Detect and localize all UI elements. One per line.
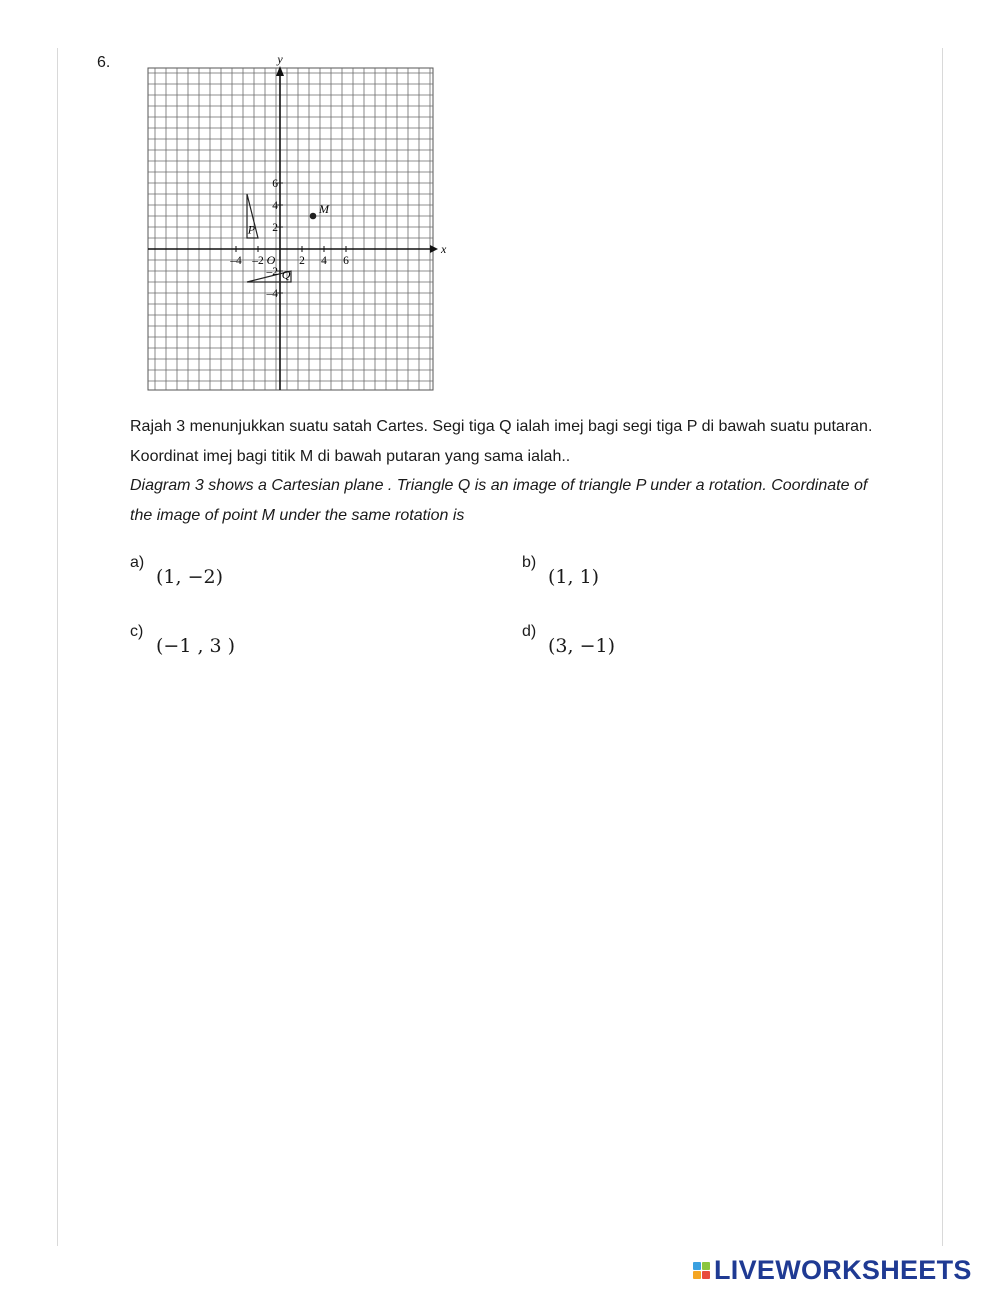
- triangle-q-label: Q: [281, 267, 291, 282]
- option-b-label: b): [522, 554, 537, 571]
- x-tick-label: 4: [321, 255, 327, 267]
- question-text-en-line-2: the image of point M under the same rotation is: [130, 506, 465, 524]
- logo-text: LIVEWORKSHEETS: [714, 1254, 972, 1285]
- question-text-ms-line-2: Koordinat imej bagi titik M di bawah putaran yang sama ialah..: [130, 447, 571, 465]
- y-axis-label: y: [277, 52, 283, 66]
- liveworksheets-logo[interactable]: [693, 1255, 972, 1285]
- option-a-value: (1, −2): [156, 566, 224, 588]
- triangle-p-label: P: [247, 222, 256, 237]
- point-m: [310, 213, 317, 220]
- origin-label: O: [266, 253, 276, 267]
- cartesian-diagram: [130, 48, 450, 396]
- point-m-label: M: [319, 202, 329, 216]
- option-c-label: c): [130, 623, 144, 640]
- option-b-value: (1, 1): [548, 566, 600, 588]
- option-a-label: a): [130, 554, 145, 571]
- x-axis-arrow-icon: [430, 245, 438, 253]
- question-text-en-line-1: Diagram 3 shows a Cartesian plane . Triangle Q is an image of triangle P under a rotation. Coordinate of: [130, 477, 868, 494]
- grid-frame: [148, 68, 433, 390]
- cartesian-plane-svg: [130, 48, 450, 396]
- option-d-label: d): [522, 623, 537, 640]
- x-tick-label: 6: [343, 255, 349, 267]
- option-d-value: (3, −1): [548, 635, 616, 657]
- y-tick-label: 6: [272, 178, 278, 190]
- question-number: 6.: [97, 54, 111, 71]
- y-tick-label: 4: [272, 200, 278, 212]
- option-c-value: (−1 , 3 ): [156, 635, 236, 657]
- x-tick-label: –2: [252, 255, 264, 267]
- x-tick-label: –4: [230, 255, 242, 267]
- y-tick-label: 2: [272, 222, 278, 234]
- page-border-right: [942, 48, 943, 1246]
- page-border-left: [57, 48, 58, 1246]
- logo-mark-icon: [693, 1262, 710, 1279]
- y-tick-label: –2: [266, 266, 278, 278]
- question-text: [130, 412, 920, 530]
- y-tick-label: –4: [266, 288, 278, 300]
- x-tick-label: 2: [299, 255, 305, 267]
- x-axis-label: x: [441, 242, 447, 256]
- question-text-ms-line-1: Rajah 3 menunjukkan suatu satah Cartes. Segi tiga Q ialah imej bagi segi tiga P di bawah suatu putaran.: [130, 418, 873, 435]
